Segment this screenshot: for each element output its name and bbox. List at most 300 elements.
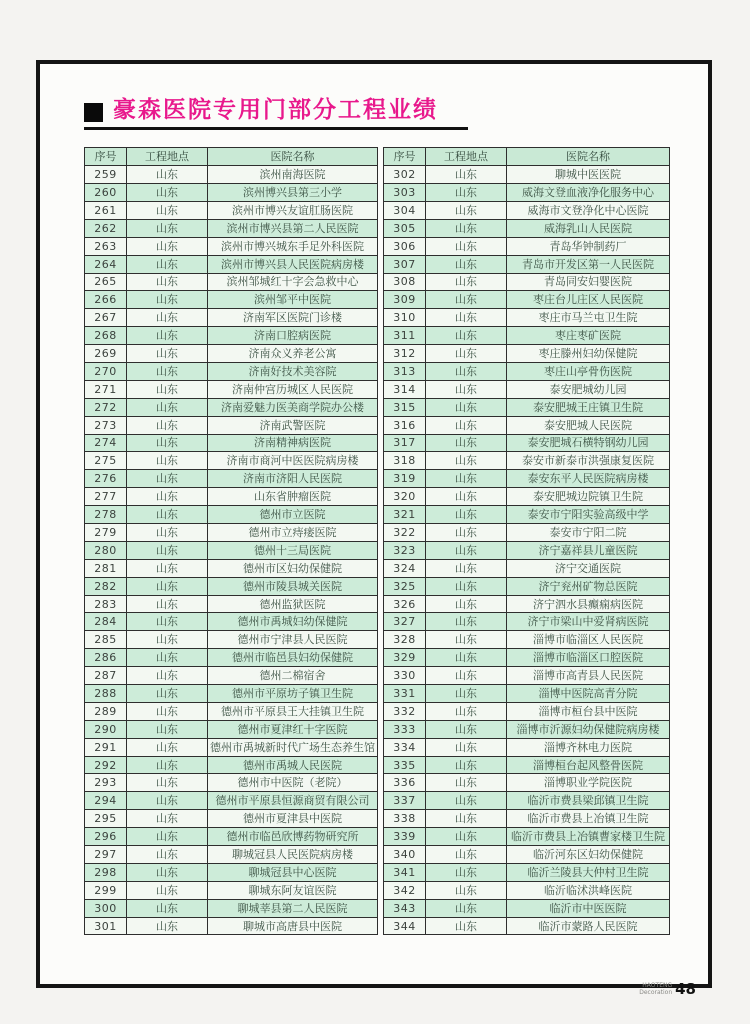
location-cell: 山东 <box>127 470 208 488</box>
hospital-name-cell: 临沂市费县上冶镇卫生院 <box>507 810 670 828</box>
hospital-name-cell: 枣庄市马兰屯卫生院 <box>507 309 670 327</box>
table-row <box>384 488 670 506</box>
hospital-name-cell: 济南精神病医院 <box>208 434 378 452</box>
serial-cell: 311 <box>384 327 426 345</box>
serial-cell: 296 <box>85 828 127 846</box>
hospital-name-cell: 聊城莘县第二人民医院 <box>208 899 378 917</box>
hospital-name-cell: 淄博市临淄区口腔医院 <box>507 649 670 667</box>
serial-cell: 339 <box>384 828 426 846</box>
location-cell: 山东 <box>127 309 208 327</box>
serial-cell: 287 <box>85 667 127 685</box>
serial-cell: 279 <box>85 524 127 542</box>
location-cell: 山东 <box>127 792 208 810</box>
location-cell: 山东 <box>426 685 507 703</box>
location-cell: 山东 <box>127 702 208 720</box>
hospital-name-cell: 德州市中医院（老院） <box>208 774 378 792</box>
location-cell: 山东 <box>127 201 208 219</box>
location-cell: 山东 <box>426 756 507 774</box>
serial-cell: 331 <box>384 685 426 703</box>
hospital-name-cell: 临沂市中医医院 <box>507 899 670 917</box>
hospital-name-cell: 临沂市费县上冶镇曹家楼卫生院 <box>507 828 670 846</box>
location-cell: 山东 <box>426 291 507 309</box>
location-cell: 山东 <box>426 166 507 184</box>
location-cell: 山东 <box>426 470 507 488</box>
hospital-name-cell: 济宁市梁山中爱肾病医院 <box>507 613 670 631</box>
table-row <box>85 201 378 219</box>
serial-cell: 316 <box>384 416 426 434</box>
table-row <box>85 881 378 899</box>
hospital-name-cell: 临沂临沭洪峰医院 <box>507 881 670 899</box>
table-row <box>384 237 670 255</box>
table-row <box>384 506 670 524</box>
hospital-name-cell: 济南市商河中医医院病房楼 <box>208 452 378 470</box>
serial-cell: 300 <box>85 899 127 917</box>
table-row <box>384 649 670 667</box>
serial-cell: 280 <box>85 541 127 559</box>
hospital-name-cell: 德州市宁津县人民医院 <box>208 631 378 649</box>
table-row <box>85 756 378 774</box>
table-row <box>85 738 378 756</box>
serial-cell: 305 <box>384 219 426 237</box>
serial-cell: 291 <box>85 738 127 756</box>
serial-cell: 298 <box>85 863 127 881</box>
location-cell: 山东 <box>426 541 507 559</box>
serial-cell: 278 <box>85 506 127 524</box>
serial-cell: 309 <box>384 291 426 309</box>
table-row <box>384 863 670 881</box>
hospital-name-cell: 德州市平原坊子镇卫生院 <box>208 685 378 703</box>
location-cell: 山东 <box>127 738 208 756</box>
table-row <box>384 434 670 452</box>
table-row <box>384 810 670 828</box>
hospital-name-cell: 德州市夏津红十字医院 <box>208 720 378 738</box>
hospital-name-cell: 济宁兖州矿物总医院 <box>507 577 670 595</box>
hospital-name-cell: 聊城市高唐县中医院 <box>208 917 378 935</box>
location-cell: 山东 <box>127 541 208 559</box>
table-row <box>384 631 670 649</box>
hospital-name-cell: 德州监狱医院 <box>208 595 378 613</box>
table-row <box>384 667 670 685</box>
hospital-name-cell: 滨州邹城红十字会急救中心 <box>208 273 378 291</box>
hospital-name-cell: 威海乳山人民医院 <box>507 219 670 237</box>
table-row <box>384 201 670 219</box>
hospital-name-cell: 泰安肥城边院镇卫生院 <box>507 488 670 506</box>
hospital-name-cell: 济南爱魅力医美商学院办公楼 <box>208 398 378 416</box>
hospital-name-cell: 聊城冠县人民医院病房楼 <box>208 846 378 864</box>
hospital-name-cell: 泰安东平人民医院病房楼 <box>507 470 670 488</box>
serial-cell: 293 <box>85 774 127 792</box>
table-row <box>85 219 378 237</box>
table-row <box>384 756 670 774</box>
hospital-name-cell: 泰安市宁阳二院 <box>507 524 670 542</box>
header-cell: 医院名称 <box>507 148 670 166</box>
location-cell: 山东 <box>426 237 507 255</box>
serial-cell: 335 <box>384 756 426 774</box>
page-number: 48 <box>675 980 696 998</box>
brand-line1: HAOTENG <box>642 981 673 989</box>
location-cell: 山东 <box>426 524 507 542</box>
serial-cell: 307 <box>384 255 426 273</box>
hospital-name-cell: 泰安肥城王庄镇卫生院 <box>507 398 670 416</box>
table-row <box>85 506 378 524</box>
serial-cell: 274 <box>85 434 127 452</box>
serial-cell: 302 <box>384 166 426 184</box>
table-row <box>384 685 670 703</box>
table-row <box>384 559 670 577</box>
table-row <box>85 613 378 631</box>
hospital-name-cell: 聊城中医医院 <box>507 166 670 184</box>
location-cell: 山东 <box>127 613 208 631</box>
serial-cell: 268 <box>85 327 127 345</box>
location-cell: 山东 <box>127 917 208 935</box>
serial-cell: 263 <box>85 237 127 255</box>
location-cell: 山东 <box>127 524 208 542</box>
hospital-name-cell: 济南市济阳人民医院 <box>208 470 378 488</box>
location-cell: 山东 <box>127 380 208 398</box>
table-row <box>85 291 378 309</box>
location-cell: 山东 <box>127 685 208 703</box>
hospital-name-cell: 德州市立医院 <box>208 506 378 524</box>
page-title: 豪森医院专用门部分工程业绩 <box>113 97 438 123</box>
hospital-name-cell: 滨州邹平中医院 <box>208 291 378 309</box>
table-row <box>85 470 378 488</box>
serial-cell: 262 <box>85 219 127 237</box>
hospital-name-cell: 德州市夏津县中医院 <box>208 810 378 828</box>
hospital-name-cell: 滨州市博兴友谊肛肠医院 <box>208 201 378 219</box>
hospital-name-cell: 德州十三局医院 <box>208 541 378 559</box>
serial-cell: 343 <box>384 899 426 917</box>
serial-cell: 290 <box>85 720 127 738</box>
table-row <box>85 524 378 542</box>
location-cell: 山东 <box>127 846 208 864</box>
location-cell: 山东 <box>426 452 507 470</box>
serial-cell: 292 <box>85 756 127 774</box>
location-cell: 山东 <box>426 595 507 613</box>
location-cell: 山东 <box>127 631 208 649</box>
serial-cell: 322 <box>384 524 426 542</box>
serial-cell: 304 <box>384 201 426 219</box>
table-row <box>384 452 670 470</box>
location-cell: 山东 <box>426 917 507 935</box>
serial-cell: 285 <box>85 631 127 649</box>
serial-cell: 318 <box>384 452 426 470</box>
serial-cell: 324 <box>384 559 426 577</box>
location-cell: 山东 <box>127 559 208 577</box>
projects-table-left <box>84 147 378 935</box>
page-footer <box>639 980 696 998</box>
table-row <box>384 524 670 542</box>
hospital-name-cell: 济宁交通医院 <box>507 559 670 577</box>
table-row <box>384 899 670 917</box>
table-row <box>85 255 378 273</box>
serial-cell: 270 <box>85 362 127 380</box>
table-row <box>85 899 378 917</box>
table-row <box>384 702 670 720</box>
table-row <box>384 416 670 434</box>
hospital-name-cell: 淄博市沂源妇幼保健院病房楼 <box>507 720 670 738</box>
hospital-name-cell: 滨州博兴县第三小学 <box>208 184 378 202</box>
serial-cell: 273 <box>85 416 127 434</box>
location-cell: 山东 <box>127 899 208 917</box>
brand-mark <box>639 982 672 996</box>
location-cell: 山东 <box>127 506 208 524</box>
location-cell: 山东 <box>127 345 208 363</box>
location-cell: 山东 <box>426 362 507 380</box>
serial-cell: 297 <box>85 846 127 864</box>
table-row <box>384 380 670 398</box>
table-row <box>85 846 378 864</box>
serial-cell: 301 <box>85 917 127 935</box>
hospital-name-cell: 德州市禹城妇幼保健院 <box>208 613 378 631</box>
hospital-name-cell: 枣庄滕州妇幼保健院 <box>507 345 670 363</box>
serial-cell: 303 <box>384 184 426 202</box>
serial-cell: 310 <box>384 309 426 327</box>
title-bullet-square-icon <box>84 103 103 122</box>
hospital-name-cell: 淄博中医院高青分院 <box>507 685 670 703</box>
location-cell: 山东 <box>127 255 208 273</box>
serial-cell: 260 <box>85 184 127 202</box>
hospital-name-cell: 泰安市宁阳实验高级中学 <box>507 506 670 524</box>
hospital-name-cell: 枣庄枣矿医院 <box>507 327 670 345</box>
table-row <box>85 774 378 792</box>
serial-cell: 325 <box>384 577 426 595</box>
location-cell: 山东 <box>426 649 507 667</box>
header-cell: 医院名称 <box>208 148 378 166</box>
hospital-name-cell: 济南仲宫历城区人民医院 <box>208 380 378 398</box>
serial-cell: 286 <box>85 649 127 667</box>
table-row <box>85 416 378 434</box>
table-row <box>85 345 378 363</box>
serial-cell: 327 <box>384 613 426 631</box>
title-block <box>84 98 468 130</box>
table-row <box>85 685 378 703</box>
hospital-name-cell: 济宁嘉祥县儿童医院 <box>507 541 670 559</box>
location-cell: 山东 <box>426 273 507 291</box>
location-cell: 山东 <box>426 184 507 202</box>
table-row <box>85 649 378 667</box>
location-cell: 山东 <box>127 452 208 470</box>
hospital-name-cell: 临沂市费县梁邱镇卫生院 <box>507 792 670 810</box>
serial-cell: 326 <box>384 595 426 613</box>
serial-cell: 330 <box>384 667 426 685</box>
hospital-name-cell: 济南军区医院门诊楼 <box>208 309 378 327</box>
hospital-name-cell: 德州市陵县城关医院 <box>208 577 378 595</box>
location-cell: 山东 <box>426 309 507 327</box>
location-cell: 山东 <box>127 810 208 828</box>
hospital-name-cell: 青岛市开发区第一人民医院 <box>507 255 670 273</box>
hospital-name-cell: 淄博桓台起风整骨医院 <box>507 756 670 774</box>
table-row <box>384 273 670 291</box>
location-cell: 山东 <box>127 166 208 184</box>
serial-cell: 261 <box>85 201 127 219</box>
table-row <box>85 559 378 577</box>
hospital-name-cell: 威海文登血液净化服务中心 <box>507 184 670 202</box>
serial-cell: 323 <box>384 541 426 559</box>
location-cell: 山东 <box>426 810 507 828</box>
location-cell: 山东 <box>127 434 208 452</box>
location-cell: 山东 <box>426 631 507 649</box>
table-row <box>85 792 378 810</box>
serial-cell: 275 <box>85 452 127 470</box>
location-cell: 山东 <box>127 362 208 380</box>
location-cell: 山东 <box>127 488 208 506</box>
serial-cell: 282 <box>85 577 127 595</box>
table-row <box>384 219 670 237</box>
hospital-name-cell: 德州市临邑欣博药物研究所 <box>208 828 378 846</box>
hospital-name-cell: 泰安肥城石横特钢幼儿园 <box>507 434 670 452</box>
location-cell: 山东 <box>127 237 208 255</box>
hospital-name-cell: 威海市文登净化中心医院 <box>507 201 670 219</box>
serial-cell: 313 <box>384 362 426 380</box>
table-row <box>384 541 670 559</box>
table-row <box>85 184 378 202</box>
location-cell: 山东 <box>426 667 507 685</box>
location-cell: 山东 <box>426 434 507 452</box>
table-row <box>384 255 670 273</box>
serial-cell: 332 <box>384 702 426 720</box>
table-row <box>85 917 378 935</box>
serial-cell: 329 <box>384 649 426 667</box>
hospital-name-cell: 滨州市博兴县第二人民医院 <box>208 219 378 237</box>
project-tables <box>84 147 708 935</box>
location-cell: 山东 <box>127 863 208 881</box>
location-cell: 山东 <box>127 273 208 291</box>
header-cell: 序号 <box>384 148 426 166</box>
serial-cell: 334 <box>384 738 426 756</box>
table-row <box>384 595 670 613</box>
hospital-name-cell: 青岛华钟制药厂 <box>507 237 670 255</box>
table-row <box>85 166 378 184</box>
table-row <box>85 380 378 398</box>
location-cell: 山东 <box>127 881 208 899</box>
header-cell: 工程地点 <box>426 148 507 166</box>
hospital-name-cell: 淄博市临淄区人民医院 <box>507 631 670 649</box>
table-row <box>85 398 378 416</box>
location-cell: 山东 <box>426 899 507 917</box>
location-cell: 山东 <box>127 649 208 667</box>
table-row <box>85 309 378 327</box>
table-row <box>85 595 378 613</box>
table-row <box>384 398 670 416</box>
serial-cell: 315 <box>384 398 426 416</box>
page-border-frame <box>36 60 712 998</box>
serial-cell: 267 <box>85 309 127 327</box>
location-cell: 山东 <box>426 327 507 345</box>
serial-cell: 276 <box>85 470 127 488</box>
hospital-name-cell: 青岛同安妇婴医院 <box>507 273 670 291</box>
table-row <box>384 577 670 595</box>
serial-cell: 288 <box>85 685 127 703</box>
serial-cell: 269 <box>85 345 127 363</box>
location-cell: 山东 <box>426 416 507 434</box>
table-row <box>384 720 670 738</box>
location-cell: 山东 <box>426 863 507 881</box>
serial-cell: 336 <box>384 774 426 792</box>
location-cell: 山东 <box>127 398 208 416</box>
serial-cell: 264 <box>85 255 127 273</box>
serial-cell: 340 <box>384 846 426 864</box>
serial-cell: 312 <box>384 345 426 363</box>
hospital-name-cell: 济南武警医院 <box>208 416 378 434</box>
location-cell: 山东 <box>127 595 208 613</box>
location-cell: 山东 <box>127 416 208 434</box>
table-row <box>85 828 378 846</box>
table-row <box>384 327 670 345</box>
serial-cell: 328 <box>384 631 426 649</box>
serial-cell: 333 <box>384 720 426 738</box>
serial-cell: 259 <box>85 166 127 184</box>
location-cell: 山东 <box>127 577 208 595</box>
location-cell: 山东 <box>426 774 507 792</box>
location-cell: 山东 <box>127 291 208 309</box>
table-row <box>85 362 378 380</box>
hospital-name-cell: 德州市平原县王大挂镇卫生院 <box>208 702 378 720</box>
hospital-name-cell: 枣庄台儿庄区人民医院 <box>507 291 670 309</box>
header-row <box>85 148 378 166</box>
table-row <box>384 309 670 327</box>
table-row <box>384 184 670 202</box>
location-cell: 山东 <box>426 255 507 273</box>
table-row <box>384 881 670 899</box>
table-row <box>384 166 670 184</box>
serial-cell: 299 <box>85 881 127 899</box>
location-cell: 山东 <box>127 720 208 738</box>
location-cell: 山东 <box>426 559 507 577</box>
table-row <box>384 828 670 846</box>
table-row <box>85 327 378 345</box>
table-row <box>85 237 378 255</box>
hospital-name-cell: 聊城冠县中心医院 <box>208 863 378 881</box>
hospital-name-cell: 济宁泗水县癫痫病医院 <box>507 595 670 613</box>
table-row <box>85 631 378 649</box>
serial-cell: 337 <box>384 792 426 810</box>
hospital-name-cell: 德州市禹城新时代广场生态养生馆 <box>208 738 378 756</box>
hospital-name-cell: 德州市区妇幼保健院 <box>208 559 378 577</box>
table-row <box>384 917 670 935</box>
hospital-name-cell: 山东省肿瘤医院 <box>208 488 378 506</box>
serial-cell: 265 <box>85 273 127 291</box>
table-row <box>384 470 670 488</box>
serial-cell: 342 <box>384 881 426 899</box>
serial-cell: 344 <box>384 917 426 935</box>
table-row <box>85 541 378 559</box>
location-cell: 山东 <box>426 702 507 720</box>
table-row <box>384 846 670 864</box>
header-cell: 序号 <box>85 148 127 166</box>
location-cell: 山东 <box>426 738 507 756</box>
location-cell: 山东 <box>426 201 507 219</box>
hospital-name-cell: 德州市临邑县妇幼保健院 <box>208 649 378 667</box>
table-row <box>384 362 670 380</box>
table-row <box>384 613 670 631</box>
table-row <box>85 434 378 452</box>
location-cell: 山东 <box>426 506 507 524</box>
location-cell: 山东 <box>426 613 507 631</box>
serial-cell: 289 <box>85 702 127 720</box>
serial-cell: 272 <box>85 398 127 416</box>
serial-cell: 281 <box>85 559 127 577</box>
serial-cell: 266 <box>85 291 127 309</box>
serial-cell: 319 <box>384 470 426 488</box>
location-cell: 山东 <box>426 219 507 237</box>
header-row <box>384 148 670 166</box>
hospital-name-cell: 滨州南海医院 <box>208 166 378 184</box>
hospital-name-cell: 淄博职业学院医院 <box>507 774 670 792</box>
serial-cell: 277 <box>85 488 127 506</box>
hospital-name-cell: 滨州市博兴县人民医院病房楼 <box>208 255 378 273</box>
hospital-name-cell: 德州市禹城人民医院 <box>208 756 378 774</box>
serial-cell: 317 <box>384 434 426 452</box>
